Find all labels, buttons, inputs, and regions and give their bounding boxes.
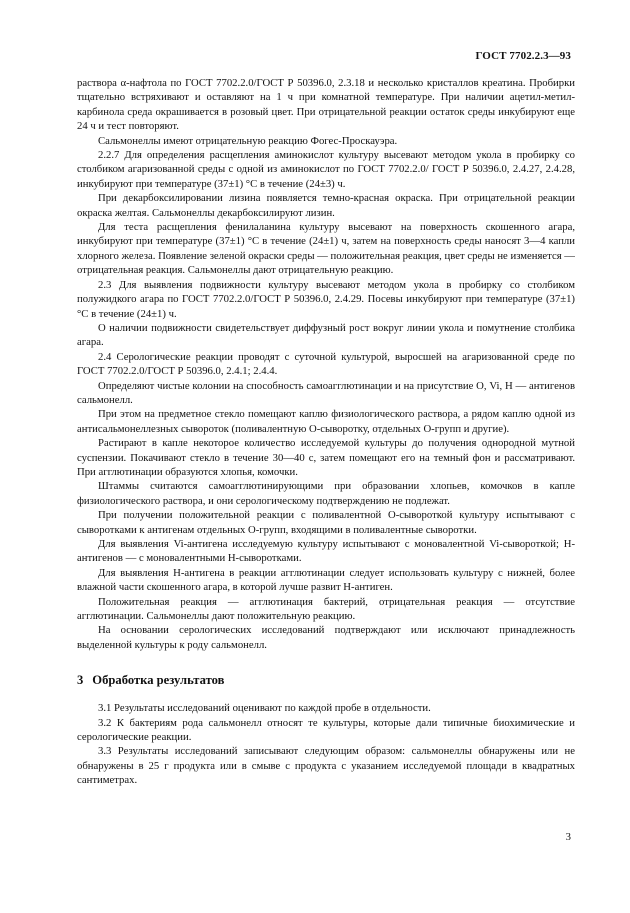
- paragraph: Для выявления Н-антигена в реакции агглютинации следует использовать культуру с нижней, более влажной части скошенного агара, в которой лучше развит Н-антиген.: [77, 566, 575, 594]
- paragraph: О наличии подвижности свидетельствует диффузный рост вокруг линии укола и помутнение столбика агара.: [77, 321, 575, 349]
- section-number: 3: [77, 673, 84, 688]
- paragraph: 3.3 Результаты исследований записывают следующим образом: сальмонеллы обнаружены или не обнаружены в 25 г продукта или в смыве с продукта с указанием исследуемой площади в квадратных сантиметрах.: [77, 745, 575, 787]
- paragraph: При этом на предметное стекло помещают каплю физиологического раствора, а рядом каплю одной из антисальмонеллезных сывороток (поливалентную О-сыворотку, отдельных О-групп и другие).: [77, 408, 575, 435]
- paragraph: Растирают в капле некоторое количество исследуемой культуры до получения однородной мутной суспензии. Покачивают стекло в течение 30—40 с, затем помещают его на темный фон и рассматривают. При агглютинации образуются хлопья, комочки.: [77, 437, 575, 478]
- paragraph: Положительная реакция — агглютинация бактерий, отрицательная реакция — отсутствие агглютинации. Сальмонеллы дают положительную реакцию.: [77, 595, 575, 623]
- paragraphs-after: [77, 701, 575, 787]
- page-number: 3: [565, 831, 571, 843]
- paragraph: На основании серологических исследований подтверждают или исключают принадлежность выделенной культуры к роду сальмонелл.: [77, 624, 575, 651]
- paragraph: 2.2.7 Для определения расщепления аминокислот культуру высевают методом укола в пробирку со столбиком агаризованной среды с одной из аминокислот по ГОСТ 7702.2.0/ ГОСТ Р 50396.0, 2.4.27, 2.4.28, инкубируют при температуре (37±1) °С в течение (24±3) ч.: [77, 149, 575, 190]
- paragraph: Определяют чистые колонии на способность самоагглютинации и на присутствие О, Vi, Н — антигенов сальмонелл.: [77, 379, 575, 406]
- paragraph: Для теста расщепления фенилаланина культуру высевают на поверхность скошенного агара, инкубируют при температуре (37±1) °С в течение (24±1) ч, затем на поверхность среды наносят 3—4 капли хлорного железа. Появление зеленой окраски среды — положительная реакция, цвет среды не изменяется — отрицательная реакция. Сальмонеллы дают отрицательную реакцию.: [77, 221, 575, 277]
- paragraph: Штаммы считаются самоагглютинирующими при образовании хлопьев, комочков в капле физиологического раствора, и они серологическому подтверждению не подлежат.: [77, 480, 575, 507]
- paragraph: 2.3 Для выявления подвижности культуру высевают методом укола в пробирку со столбиком полужидкого агара по ГОСТ 7702.2.0/ГОСТ Р 50396.0, 2.4.29. Посевы инкубируют при температуре (37±1) °С в течение (24±1) ч.: [77, 278, 575, 320]
- paragraph: Для выявления Vi-антигена исследуемую культуру испытывают с моновалентной Vi-сывороткой; Н-антигенов — с моновалентными Н-сыворотками.: [77, 538, 575, 565]
- paragraph: 3.1 Результаты исследований оценивают по каждой пробе в отдельности.: [98, 702, 431, 715]
- paragraph: Сальмонеллы имеют отрицательную реакцию Фогес-Проскауэра.: [98, 134, 398, 147]
- page-content: [77, 76, 575, 788]
- section-heading: [77, 672, 575, 688]
- paragraph: раствора α-нафтола по ГОСТ 7702.2.0/ГОСТ Р 50396.0, 2.3.18 и несколько кристаллов креатина. Пробирки тщательно встряхивают и оставляют на 1 ч при комнатной температуре. При наличии ацетил-метил-карбинола среда окрашивается в розовый цвет. При отрицательной реакции остаток среды инкубируют еще 24 ч и тест повторяют.: [77, 77, 575, 133]
- paragraph: При декарбоксилировании лизина появляется темно-красная окраска. При отрицательной реакции окраска желтая. Сальмонеллы декарбоксилируют лизин.: [77, 192, 575, 219]
- paragraph: При получении положительной реакции с поливалентной О-сывороткой культуру испытывают с сыворотками к антигенам отдельных О-групп, входящими в поливалентные сыворотки.: [77, 509, 575, 536]
- paragraph: 3.2 К бактериям рода сальмонелл относят те культуры, которые дали типичные биохимические и серологические реакции.: [77, 716, 575, 744]
- paragraph: 2.4 Серологические реакции проводят с суточной культурой, выросшей на агаризованной среде по ГОСТ 7702.2.0/ГОСТ Р 50396.0, 2.4.1; 2.4.4.: [77, 350, 575, 378]
- standard-code-header: ГОСТ 7702.2.3—93: [475, 50, 571, 62]
- section-title-text: Обработка результатов: [92, 673, 225, 688]
- paragraphs-before: [77, 76, 575, 652]
